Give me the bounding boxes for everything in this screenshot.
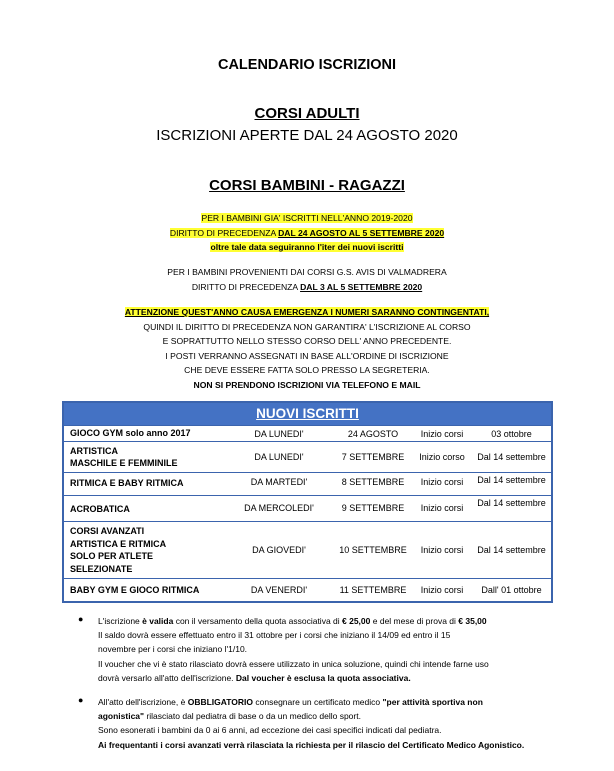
table-row	[64, 441, 551, 472]
label-cell: Inizio corso	[419, 452, 465, 462]
iscritti-line2-dates: DAL 24 AGOSTO AL 5 SETTEMBRE 2020	[278, 227, 445, 238]
from-cell: DA MARTEDI'	[250, 477, 308, 487]
start-cell: Dal 14 settembre	[477, 475, 546, 485]
date-cell: 9 SETTEMBRE	[341, 503, 405, 513]
note-line: E SOPRATTUTTO NELLO STESSO CORSO DELL' ANNO PRECEDENTE.	[162, 336, 452, 346]
table-row	[64, 495, 551, 521]
bullet-icon: ●	[78, 614, 84, 624]
adulti-heading: CORSI ADULTI	[254, 105, 360, 122]
table-row	[64, 425, 551, 441]
label-cell: Inizio corsi	[420, 545, 464, 555]
from-cell: DA LUNEDI'	[254, 428, 304, 439]
from-cell: DA LUNEDI'	[254, 452, 304, 462]
course-cell: ARTISTICA MASCHILE E FEMMINILE	[70, 445, 178, 468]
nuovi-iscritti-table	[62, 401, 553, 603]
notes-block	[0, 305, 614, 392]
from-cell: DA GIOVEDI'	[252, 545, 306, 555]
label-cell: Inizio corsi	[420, 585, 464, 595]
iscritti-line2-pre: DIRITTO DI PRECEDENZA	[169, 227, 279, 238]
iscritti-line1: PER I BAMBINI GIA' ISCRITTI NELL'ANNO 2019-2020	[201, 213, 413, 223]
no-telefono-line: NON SI PRENDONO ISCRIZIONI VIA TELEFONO E MAIL	[193, 379, 421, 390]
table-row	[64, 521, 551, 578]
iscritti-line3: oltre tale data seguiranno l'iter dei nuovi iscritti	[210, 242, 404, 252]
note-line: CHE DEVE ESSERE FATTA SOLO PRESSO LA SEGRETERIA.	[184, 365, 430, 375]
start-cell: Dal 14 settembre	[477, 452, 546, 462]
table-row	[64, 472, 551, 495]
date-cell: 24 AGOSTO	[347, 428, 399, 439]
note-line: QUINDI IL DIRITTO DI PRECEDENZA NON GARANTIRA' L'ISCRIZIONE AL CORSO	[143, 321, 471, 332]
course-cell: ACROBATICA	[70, 504, 130, 514]
date-cell: 7 SETTEMBRE	[341, 452, 405, 462]
start-cell: Dal 14 settembre	[477, 498, 546, 508]
avis-line1: PER I BAMBINI PROVENIENTI DAI CORSI G.S. AVIS DI VALMADRERA	[167, 267, 447, 277]
avis-block	[0, 265, 614, 294]
date-cell: 8 SETTEMBRE	[341, 477, 405, 487]
date-cell: 11 SETTEMBRE	[339, 585, 407, 595]
table-header: NUOVI ISCRITTI	[64, 403, 551, 425]
iscritti-block	[0, 211, 614, 255]
start-cell: Dal 14 settembre	[477, 545, 546, 555]
label-cell: Inizio corsi	[420, 428, 464, 439]
adulti-subheading: ISCRIZIONI APERTE DAL 24 AGOSTO 2020	[156, 127, 458, 144]
from-cell: DA MERCOLEDI'	[244, 503, 314, 513]
bullet-icon: ●	[78, 695, 84, 705]
from-cell: DA VENERDI'	[250, 585, 308, 595]
start-cell: Dall' 01 ottobre	[481, 585, 542, 595]
start-cell: 03 ottobre	[491, 428, 532, 439]
date-cell: 10 SETTEMBRE	[339, 545, 407, 555]
avis-line2-pre: DIRITTO DI PRECEDENZA	[191, 281, 301, 292]
bambini-heading: CORSI BAMBINI - RAGAZZI	[209, 177, 405, 194]
course-cell: RITMICA E BABY RITMICA	[70, 478, 184, 488]
attenzione-line: ATTENZIONE QUEST'ANNO CAUSA EMERGENZA I NUMERI SARANNO CONTINGENTATI,	[124, 307, 490, 317]
course-cell: BABY GYM E GIOCO RITMICA	[70, 584, 200, 595]
course-cell: GIOCO GYM solo anno 2017	[70, 428, 191, 439]
avis-line2-dates: DAL 3 AL 5 SETTEMBRE 2020	[300, 281, 423, 292]
table-row	[64, 578, 551, 601]
note-line: I POSTI VERRANNO ASSEGNATI IN BASE ALL'ORDINE DI ISCRIZIONE	[165, 350, 449, 361]
course-cell: CORSI AVANZATI ARTISTICA E RITMICA SOLO PER ATLETE SELEZIONATE	[70, 526, 167, 574]
label-cell: Inizio corsi	[420, 477, 464, 487]
label-cell: Inizio corsi	[420, 503, 464, 513]
page-title: CALENDARIO ISCRIZIONI	[217, 57, 397, 73]
